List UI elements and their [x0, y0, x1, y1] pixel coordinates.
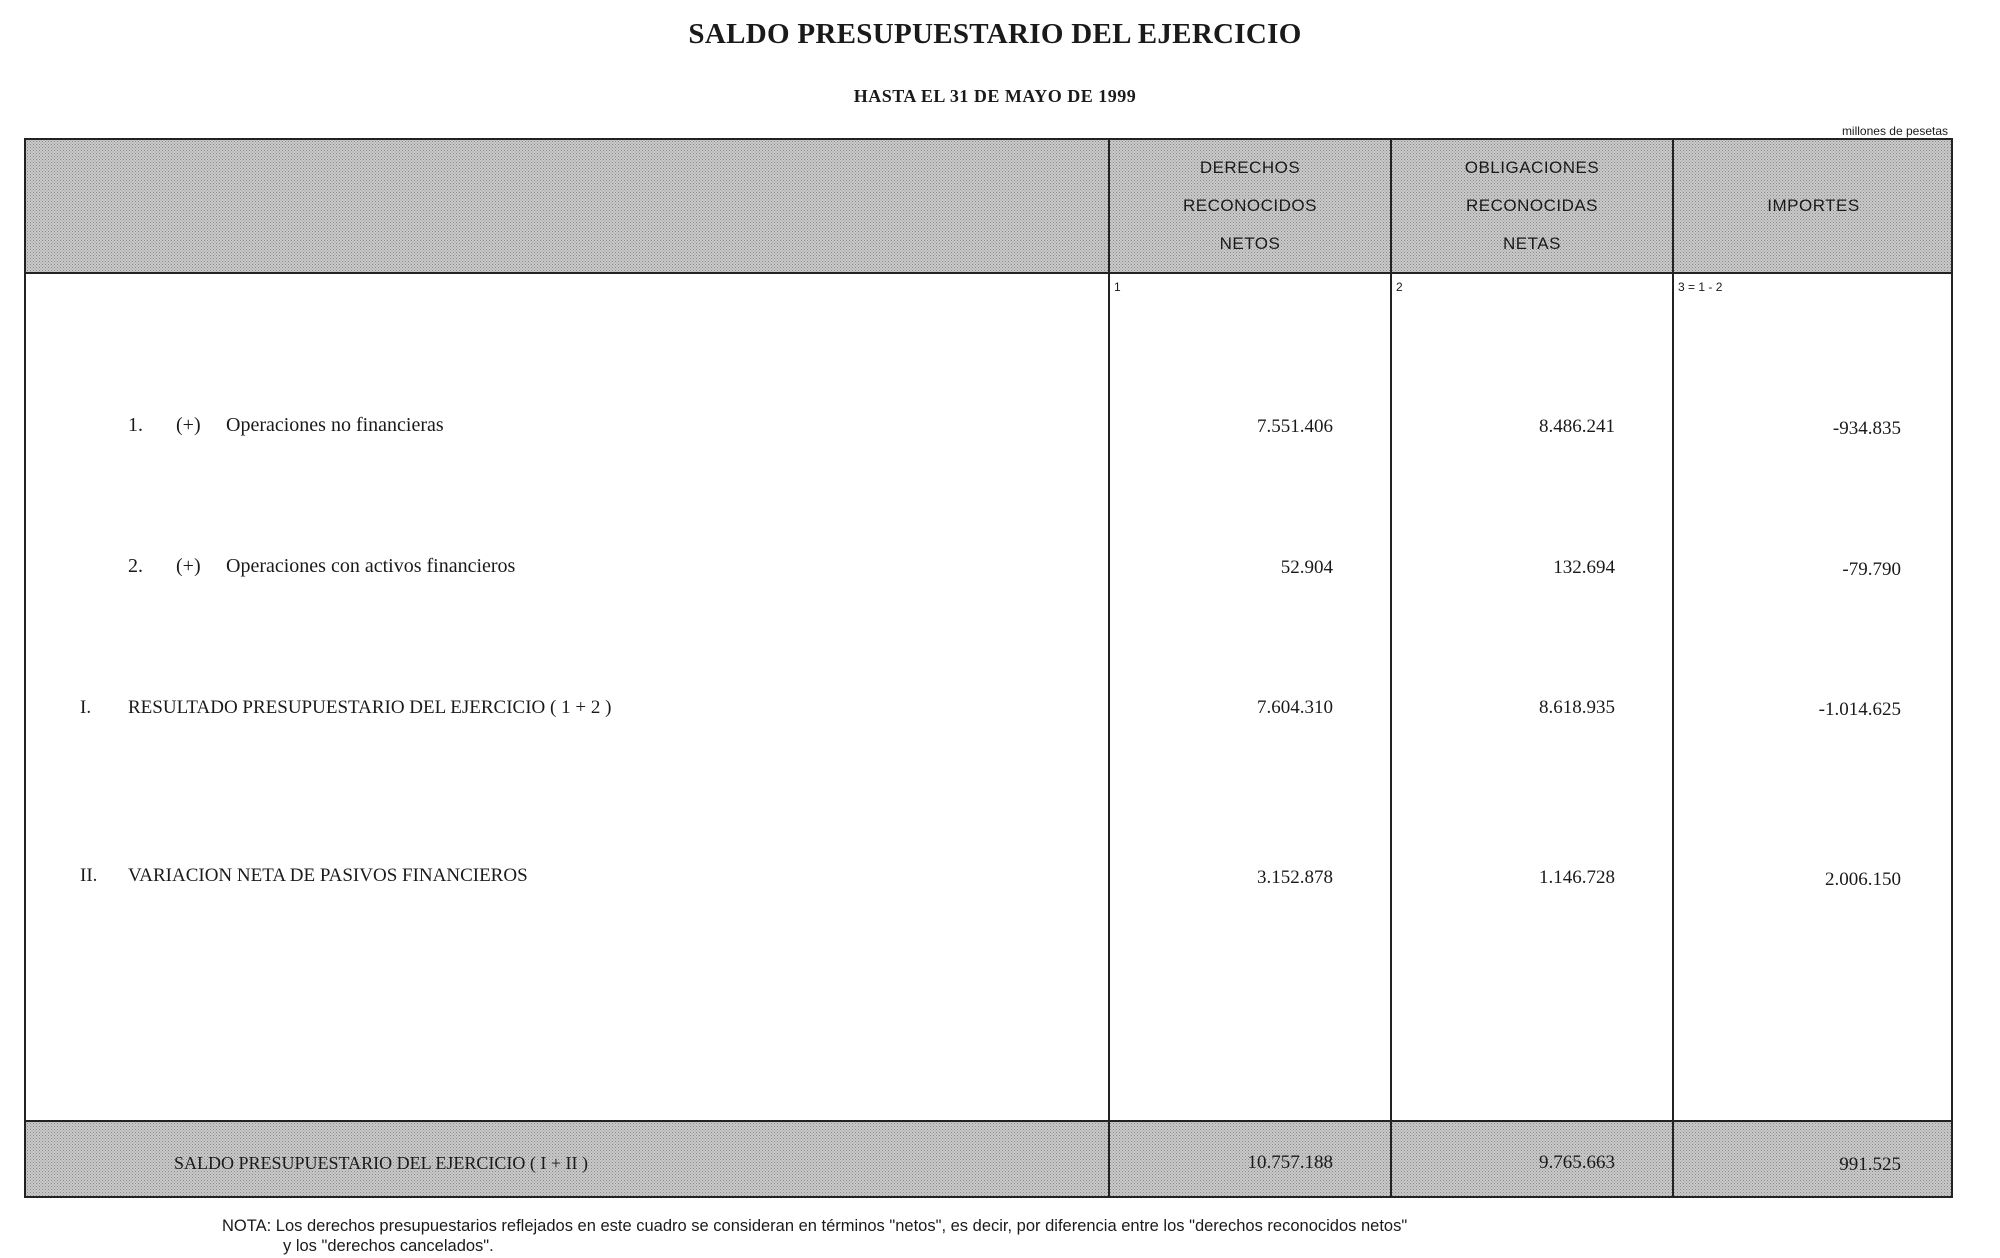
- budget-table: [24, 138, 1953, 1198]
- column-header-line: IMPORTES: [1767, 196, 1860, 215]
- column-divider: [1672, 140, 1674, 1196]
- cell-obligaciones: 8.618.935: [1539, 697, 1615, 718]
- cell-obligaciones: 132.694: [1553, 557, 1615, 578]
- footnote-line: y los "derechos cancelados".: [283, 1237, 494, 1255]
- column-divider: [1390, 140, 1392, 1196]
- column-number: 3 = 1 - 2: [1678, 280, 1723, 294]
- cell-importes: -79.790: [1842, 559, 1901, 580]
- column-header-line: RECONOCIDOS: [1183, 196, 1317, 215]
- column-header-line: RECONOCIDAS: [1465, 196, 1599, 215]
- row-index: I.: [80, 697, 92, 718]
- column-divider: [1108, 140, 1110, 1196]
- column-header-line: NETOS: [1219, 234, 1281, 253]
- total-importes: 991.525: [1839, 1154, 1901, 1175]
- total-derechos: 10.757.188: [1247, 1152, 1333, 1173]
- row-sign: (+): [176, 555, 201, 577]
- column-header-importes: [1674, 140, 1953, 272]
- column-header-line: OBLIGACIONES: [1464, 158, 1600, 177]
- total-obligaciones: 9.765.663: [1539, 1152, 1615, 1173]
- column-number: 1: [1114, 280, 1121, 294]
- footnote-line: NOTA: Los derechos presupuestarios reflejados en este cuadro se consideran en términos "netos", es decir, por diferencia entre los "derechos reconocidos netos": [222, 1217, 1408, 1235]
- row-index: 2.: [128, 555, 143, 577]
- total-label: SALDO PRESUPUESTARIO DEL EJERCICIO ( I + II ): [174, 1153, 589, 1173]
- row-index: II.: [80, 865, 98, 886]
- page-title: SALDO PRESUPUESTARIO DEL EJERCICIO: [688, 18, 1302, 50]
- row-label: RESULTADO PRESUPUESTARIO DEL EJERCICIO ( 1 + 2 ): [128, 697, 612, 718]
- column-number: 2: [1396, 280, 1403, 294]
- cell-obligaciones: 1.146.728: [1539, 867, 1615, 888]
- row-label: Operaciones con activos financieros: [226, 555, 516, 577]
- row-label: Operaciones no financieras: [226, 414, 444, 436]
- column-header-derechos: [1110, 140, 1390, 272]
- column-header-line: DERECHOS: [1199, 158, 1301, 177]
- footnote: [222, 1216, 1407, 1256]
- cell-importes: -1.014.625: [1818, 699, 1901, 720]
- cell-importes: -934.835: [1832, 418, 1901, 439]
- column-header-line: NETAS: [1503, 234, 1561, 253]
- cell-obligaciones: 8.486.241: [1539, 416, 1615, 437]
- cell-derechos: 7.604.310: [1257, 697, 1333, 718]
- cell-importes: 2.006.150: [1825, 869, 1901, 890]
- row-index: 1.: [128, 414, 143, 436]
- cell-derechos: 3.152.878: [1257, 867, 1333, 888]
- column-header-obligaciones: [1392, 140, 1672, 272]
- cell-derechos: 7.551.406: [1257, 416, 1333, 437]
- units-label: millones de pesetas: [1841, 124, 1948, 138]
- page-subtitle: HASTA EL 31 DE MAYO DE 1999: [853, 86, 1137, 106]
- row-sign: (+): [176, 414, 201, 436]
- row-label: VARIACION NETA DE PASIVOS FINANCIEROS: [128, 865, 528, 886]
- cell-derechos: 52.904: [1280, 557, 1333, 578]
